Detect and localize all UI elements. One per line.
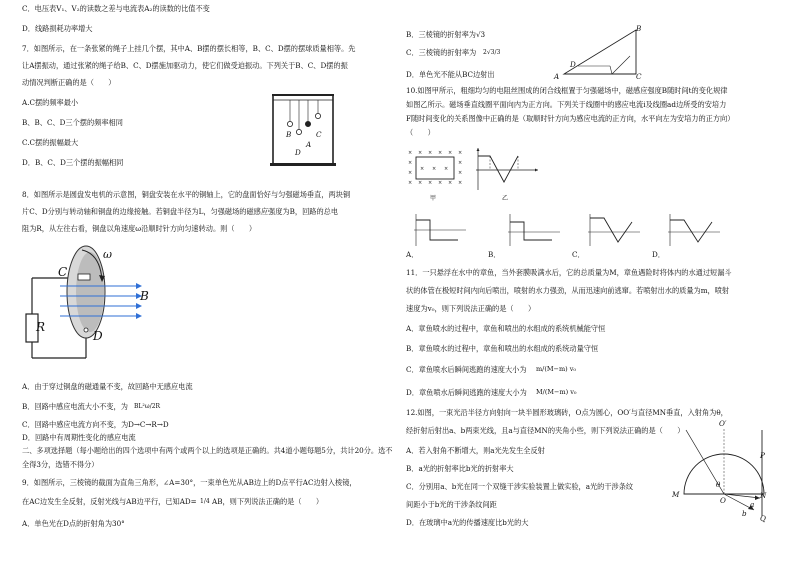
q12-option-b: B．a光的折射率比b光的折射率大 (406, 464, 514, 473)
q9-fraction: 1/4 (200, 498, 210, 505)
q11-stem-line1: 11．一只悬浮在水中的章鱼，当外套膜吸满水后，它的总质量为M，章鱼遇险时将体内的水通过短漏斗 (406, 268, 732, 277)
q12-option-a: A．若入射角不断增大，则a光先发生全反射 (406, 446, 545, 455)
svg-text:×: × (458, 170, 463, 176)
q11-option-c: C．章鱼喷水后瞬间逃跑的速度大小为 (406, 365, 527, 374)
q7-stem-line1: 7．如图所示，在一条张紧的绳子上挂几个摆，其中A、B摆的摆长相等，B、C、D摆的摆球质量相等。先 (22, 44, 356, 53)
section2-heading-line2: 全得3分，选错不得分） (22, 460, 99, 469)
q12-option-d: D．在玻璃中a光的传播速度比b光的大 (406, 518, 529, 527)
disk-label-d: D (93, 329, 103, 343)
svg-text:×: × (418, 150, 423, 156)
disk-label-c: C (58, 265, 68, 279)
q7-option-c: C.C摆的振幅最大 (22, 138, 79, 147)
q8-stem-line1: 8．如图所示是圆盘发电机的示意图，铜盘安装在水平的铜轴上，它的盘面恰好与匀强磁场垂直，两块铜 (22, 190, 351, 199)
svg-text:×: × (438, 150, 443, 156)
svg-text:×: × (408, 170, 413, 176)
q12-stem-line1: 12.如图，一束光沿半径方向射向一块半圆形玻璃砖，O点为圆心，OO′与直径MN垂直，入射角为θ， (406, 408, 728, 417)
svg-text:×: × (432, 166, 437, 172)
q9-option-c-value: 2√3/3 (483, 49, 501, 56)
svg-text:×: × (408, 180, 413, 186)
q8-option-b: B．回路中感应电流大小不变，为 (22, 402, 128, 411)
glass-label-b: b (742, 509, 747, 518)
disk-label-omega: ω (103, 248, 112, 261)
glass-label-o-prime: O′ (719, 419, 727, 428)
q10-graph-b (504, 212, 562, 248)
figure-label-yi: 乙 (502, 195, 509, 202)
q11-option-c-value: m/(M−m) v₀ (536, 365, 577, 373)
q11-option-d: D．章鱼喷水后瞬间逃跑的速度大小为 (406, 388, 527, 397)
semicircle-glass-figure (676, 424, 776, 520)
svg-text:×: × (458, 150, 463, 156)
q8-option-d: D．回路中有周期性变化的感应电流 (22, 433, 136, 442)
q12-option-c-line1: C．分别用a、b光在同一个双缝干涉实验装置上做实验，a光的干涉条纹 (406, 482, 634, 491)
q8-option-c: C．回路中感应电流方向不变，为D→C→R→D (22, 420, 169, 429)
q9-option-a: A．单色光在D点的折射角为30° (22, 519, 125, 528)
q9-option-d: D．单色光不能从BC边射出 (406, 70, 495, 79)
glass-label-n: N (760, 491, 767, 500)
disk-label-r: R (36, 320, 46, 334)
q8-stem-line2: 片C、D分别与转动轴和铜盘的边缘接触。若铜盘半径为L，匀强磁场的磁感应强度为B，回路的总电 (22, 207, 339, 216)
prism-label-d: D (570, 60, 576, 69)
pendulum-label-d: D (295, 148, 301, 157)
svg-text:×: × (408, 150, 413, 156)
svg-text:×: × (408, 160, 413, 166)
q10-graph-a (410, 212, 468, 248)
glass-label-p: P (760, 451, 765, 460)
q7-stem-line3: 动情况判断正确的是（ ） (22, 78, 116, 87)
q7-option-b: B、B、C、D三个摆的频率相同 (22, 118, 123, 127)
glass-label-theta: θ (716, 480, 721, 489)
q10-option-d: D． (652, 250, 665, 259)
svg-text:×: × (420, 166, 425, 172)
prism-label-a: A (554, 72, 560, 81)
q9-stem-line1: 9．如图所示，三棱镜的截面为直角三角形，∠A=30°，一束单色光从AB边上的D点平行AC边射入棱镜， (22, 478, 357, 487)
svg-text:×: × (418, 180, 423, 186)
figure-label-jia: 甲 (430, 195, 437, 202)
q12-option-c-line2: 间距小于b光的干涉条纹间距 (406, 500, 497, 509)
q10-stem-line1: 10.如图甲所示，粗细均匀的电阻丝围成的闭合线框置于匀强磁场中，磁感应强度B随时间t的变化规律 (406, 86, 728, 95)
glass-label-m: M (672, 490, 680, 499)
q10-graph-c (584, 212, 642, 248)
svg-text:×: × (448, 150, 453, 156)
svg-text:×: × (438, 180, 443, 186)
q8-option-a: A．由于穿过铜盘的磁通量不变，故回路中无感应电流 (22, 382, 193, 391)
q10-option-a: A． (406, 250, 419, 259)
q11-stem-line3: 速度为v₀，则下列说法正确的是（ ） (406, 304, 536, 313)
q9-option-b: B．三棱镜的折射率为√3 (406, 30, 486, 39)
q6-option-c: C．电压表V₁、V₂的读数之差与电流表A₂的读数的比值不变 (22, 4, 210, 13)
prism-label-c: C (636, 72, 642, 81)
q11-option-a: A．章鱼喷水的过程中，章鱼和喷出的水组成的系统机械能守恒 (406, 324, 606, 333)
svg-text:×: × (444, 166, 449, 172)
q7-option-a: A.C摆的频率最小 (22, 98, 79, 107)
svg-text:×: × (428, 180, 433, 186)
q6-option-d: D．线路损耗功率增大 (22, 24, 93, 33)
glass-label-a: a (750, 500, 755, 509)
q8-option-b-formula: BL²ω/2R (134, 403, 161, 410)
glass-label-q: Q (760, 514, 766, 523)
q8-stem-line3: 阻为R，从左往右看，铜盘以角速度ω沿顺时针方向匀速转动。则（ ） (22, 224, 257, 233)
pendulum-label-c: C (316, 130, 322, 139)
glass-label-o: O (720, 496, 726, 505)
pendulum-label-a: A (306, 140, 312, 149)
b-t-graph (470, 146, 540, 192)
q12-stem-line2: 经折射后射出a、b两束光线，且a与直径MN的夹角小些，则下列说法正确的是（ ） (406, 426, 685, 435)
q7-stem-line2: 让A摆振动，通过张紧的绳子给B、C、D摆施加驱动力，使它们做受迫振动。下列关于B、C、D摆的振 (22, 61, 348, 70)
q9-stem-line2b: AB，则下列说法正确的是（ ） (212, 497, 324, 506)
q10-stem-line2: 如图乙所示。磁场垂直线圈平面向内为正方向。下列关于线圈中的感应电流i及线圈ad边所受的安培力 (406, 100, 727, 109)
q9-option-c: C．三棱镜的折射率为 (406, 48, 477, 57)
q10-option-b: B． (488, 250, 501, 259)
q10-stem-line3: F随时间变化的关系图像中正确的是（取顺时针方向为感应电流的正方向，水平向左为安培力的正方向） (406, 114, 735, 123)
q11-stem-line2: 状的体管在极短时间内向后喷出，喷射的水力强劲，从而迅速向前逃窜。若喷射出水的质量为m，喷射 (406, 286, 730, 295)
q10-graph-d (664, 212, 722, 248)
q10-stem-line4: （ ） (406, 128, 435, 137)
q9-stem-line2a: 在AC边发生全反射，反射光线与AB边平行，已知AD= (22, 497, 197, 506)
section2-heading-line1: 二、多项选择题（每小题给出的四个选项中有两个或两个以上的选项是正确的。共4道小题每题5分，共计20分。选不 (22, 446, 393, 455)
q7-option-d: D．B、C、D三个摆的振幅相同 (22, 158, 124, 167)
prism-label-b: B (636, 24, 642, 33)
q10-option-c: C． (572, 250, 585, 259)
prism-figure (560, 26, 644, 78)
svg-text:×: × (448, 180, 453, 186)
svg-text:×: × (458, 180, 463, 186)
pendulum-label-b: B (286, 130, 292, 139)
q11-option-b: B．章鱼喷水的过程中，章鱼和喷出的水组成的系统动量守恒 (406, 344, 599, 353)
svg-text:×: × (458, 160, 463, 166)
svg-text:×: × (428, 150, 433, 156)
q11-option-d-value: M/(M−m) v₀ (536, 388, 577, 396)
loop-field-figure (406, 146, 464, 194)
pendulum-figure (268, 92, 338, 170)
disk-generator-figure (20, 242, 180, 368)
disk-label-b: B (140, 289, 149, 303)
